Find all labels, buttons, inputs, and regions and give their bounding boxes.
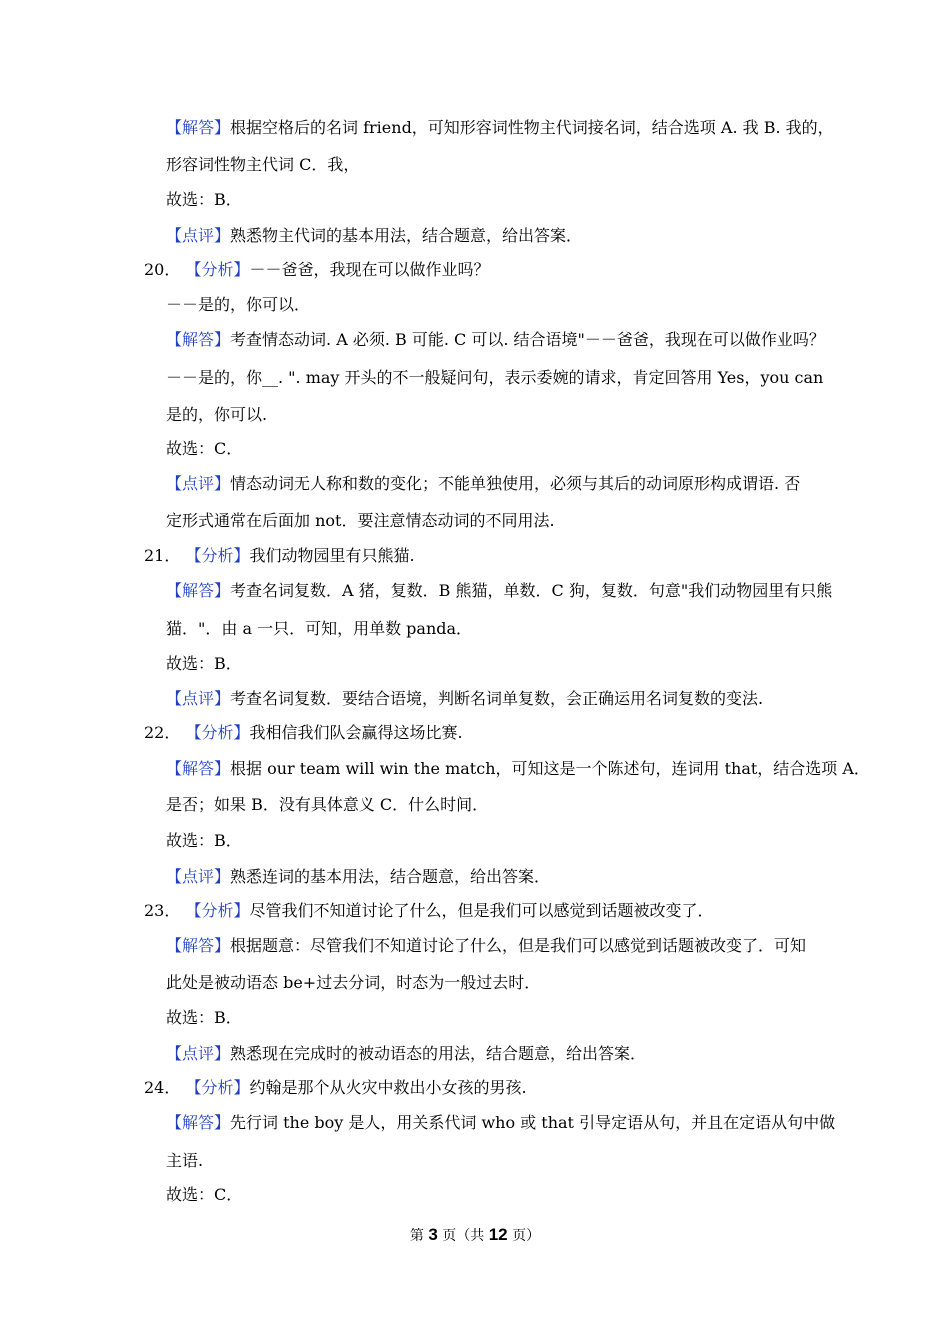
comment-tag: 【点评】 xyxy=(166,1044,231,1063)
question-22-analysis xyxy=(144,722,463,744)
answer-text: 是否；如果 B．没有具体意义 C．什么时间． xyxy=(166,795,489,814)
answer-text: 是的，你可以. xyxy=(166,405,268,424)
question-number: 20． xyxy=(144,260,181,279)
comment-line xyxy=(166,1043,646,1065)
page-footer xyxy=(0,1225,950,1245)
answer-text: 形容词性物主代词 C．我， xyxy=(166,155,360,174)
answer-tag: 【解答】 xyxy=(166,330,231,349)
answer-tag: 【解答】 xyxy=(166,581,231,600)
answer-line xyxy=(166,117,834,139)
choice-text: 故选：B． xyxy=(166,190,242,209)
answer-text: 考查名词复数．A 猪，复数．B 熊猫，单数．C 狗，复数．句意"我们动物园里有只熊 xyxy=(230,581,833,600)
analysis-tag: 【分析】 xyxy=(185,901,250,920)
answer-line xyxy=(166,1112,835,1134)
choice-line xyxy=(166,830,242,852)
analysis-text: 尽管我们不知道讨论了什么，但是我们可以感觉到话题被改变了． xyxy=(249,901,714,920)
choice-line xyxy=(166,438,242,460)
choice-text: 故选：B． xyxy=(166,654,242,673)
footer-middle: 页（共 xyxy=(437,1228,489,1244)
answer-text: 根据题意：尽管我们不知道讨论了什么，但是我们可以感觉到话题被改变了．可知 xyxy=(230,936,807,955)
comment-text: 情态动词无人称和数的变化；不能单独使用，必须与其后的动词原形构成谓语. 否 xyxy=(230,474,801,493)
choice-text: 故选：B． xyxy=(166,1008,242,1027)
comment-tag: 【点评】 xyxy=(166,867,231,886)
question-number: 21． xyxy=(144,546,181,565)
answer-text: 根据空格后的名词 friend，可知形容词性物主代词接名词，结合选项 A. 我 B. 我的， xyxy=(230,118,834,137)
answer-continuation xyxy=(166,794,488,816)
comment-line xyxy=(166,866,550,888)
current-page-number: 3 xyxy=(428,1225,438,1244)
choice-line xyxy=(166,1184,242,1206)
analysis-tag: 【分析】 xyxy=(185,1078,250,1097)
analysis-text: －－是的，你可以． xyxy=(166,295,311,314)
analysis-continuation xyxy=(166,294,310,316)
answer-text: 主语. xyxy=(166,1151,204,1170)
answer-line xyxy=(166,935,806,957)
answer-continuation xyxy=(166,618,472,640)
choice-line xyxy=(166,653,242,675)
analysis-tag: 【分析】 xyxy=(185,546,250,565)
comment-text: 熟悉物主代词的基本用法，结合题意，给出答案． xyxy=(230,226,583,245)
question-24-analysis xyxy=(144,1077,527,1099)
answer-text: 根据 our team will win the match，可知这是一个陈述句，连词用 that，结合选项 A． xyxy=(230,759,870,778)
answer-text: 此处是被动语态 be+过去分词，时态为一般过去时． xyxy=(166,973,541,992)
question-21-analysis xyxy=(144,545,415,567)
answer-line xyxy=(166,580,832,602)
analysis-text: 我相信我们队会赢得这场比赛. xyxy=(249,723,463,742)
comment-tag: 【点评】 xyxy=(166,226,231,245)
choice-text: 故选：B． xyxy=(166,831,242,850)
question-number: 24． xyxy=(144,1078,181,1097)
answer-text: 猫．"．由 a 一只．可知，用单数 panda． xyxy=(166,619,473,638)
choice-line xyxy=(166,189,242,211)
choice-text: 故选：C． xyxy=(166,439,243,458)
answer-text: －－是的，你__. ". may 开头的不一般疑问句，表示委婉的请求，肯定回答用 Yes，you can xyxy=(166,368,824,387)
answer-continuation xyxy=(166,154,359,176)
answer-tag: 【解答】 xyxy=(166,118,231,137)
comment-line xyxy=(166,225,582,247)
answer-tag: 【解答】 xyxy=(166,936,231,955)
answer-line xyxy=(166,758,870,780)
comment-continuation xyxy=(166,510,555,532)
question-number: 22． xyxy=(144,723,181,742)
analysis-tag: 【分析】 xyxy=(185,723,250,742)
comment-text: 定形式通常在后面加 not．要注意情态动词的不同用法. xyxy=(166,511,555,530)
analysis-text: 约翰是那个从火灾中救出小女孩的男孩. xyxy=(249,1078,527,1097)
answer-text: 先行词 the boy 是人，用关系代词 who 或 that 引导定语从句，并且在定语从句中做 xyxy=(230,1113,836,1132)
choice-line xyxy=(166,1007,242,1029)
answer-line xyxy=(166,329,825,351)
total-page-count: 12 xyxy=(488,1225,508,1244)
analysis-text: －－爸爸，我现在可以做作业吗？ xyxy=(249,260,490,279)
question-number: 23． xyxy=(144,901,181,920)
answer-tag: 【解答】 xyxy=(166,1113,231,1132)
comment-line xyxy=(166,473,800,495)
footer-prefix: 第 xyxy=(409,1228,429,1244)
analysis-tag: 【分析】 xyxy=(185,260,250,279)
question-20-analysis xyxy=(144,259,490,281)
analysis-text: 我们动物园里有只熊猫. xyxy=(249,546,415,565)
question-23-analysis xyxy=(144,900,714,922)
comment-line xyxy=(166,688,763,710)
answer-tag: 【解答】 xyxy=(166,759,231,778)
answer-text: 考查情态动词. A 必须. B 可能. C 可以. 结合语境"－－爸爸，我现在可以做作业吗？ xyxy=(230,330,825,349)
answer-continuation xyxy=(166,972,540,994)
answer-continuation xyxy=(166,404,267,426)
comment-text: 考查名词复数．要结合语境，判断名词单复数，会正确运用名词复数的变法. xyxy=(230,689,764,708)
comment-tag: 【点评】 xyxy=(166,474,231,493)
answer-continuation xyxy=(166,1150,203,1172)
comment-text: 熟悉连词的基本用法，结合题意，给出答案． xyxy=(230,867,551,886)
choice-text: 故选：C． xyxy=(166,1185,243,1204)
answer-continuation xyxy=(166,367,823,389)
comment-text: 熟悉现在完成时的被动语态的用法，结合题意，给出答案． xyxy=(230,1044,647,1063)
footer-suffix: 页） xyxy=(507,1228,541,1244)
comment-tag: 【点评】 xyxy=(166,689,231,708)
